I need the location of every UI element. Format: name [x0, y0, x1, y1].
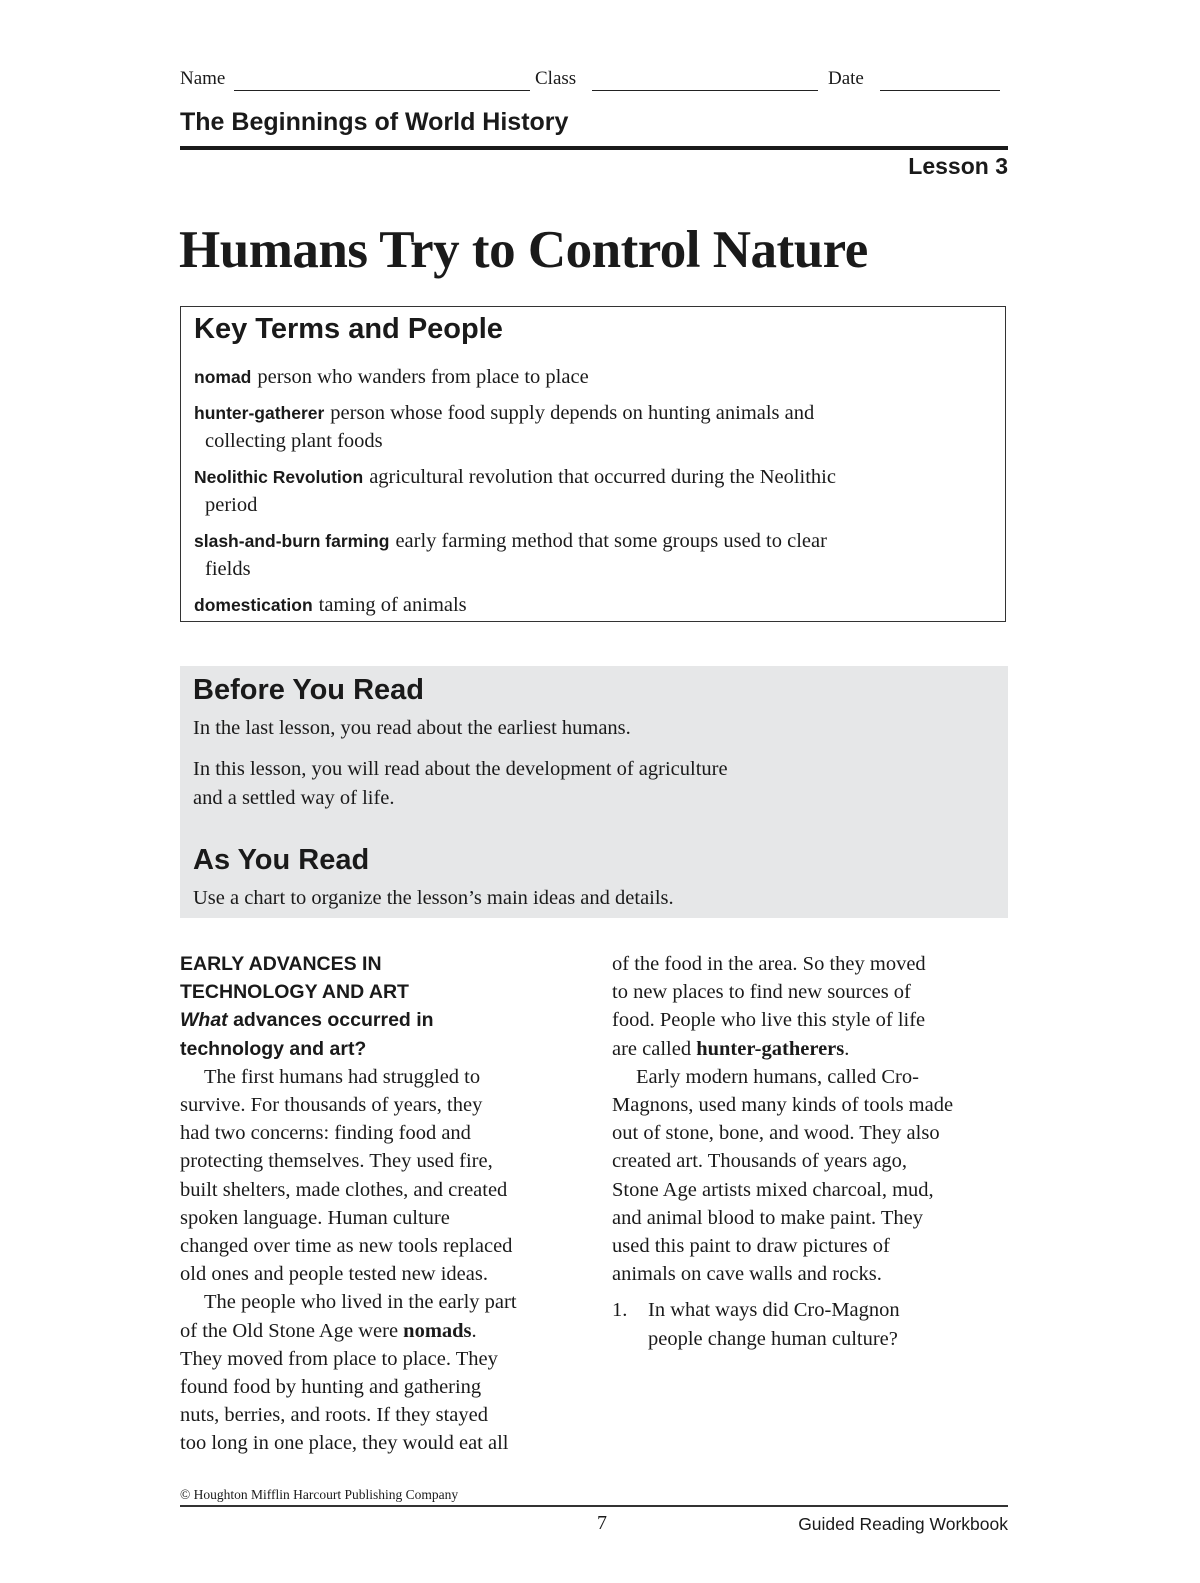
text-line: nuts, berries, and roots. If they stayed — [180, 1404, 488, 1427]
paragraph-2-continued — [612, 950, 1012, 1063]
workbook-title: Guided Reading Workbook — [798, 1514, 1008, 1534]
date-field[interactable] — [880, 90, 1000, 91]
text-line: built shelters, made clothes, and created — [180, 1178, 508, 1201]
text-line: protecting themselves. They used fire, — [180, 1150, 493, 1173]
text-line: spoken language. Human culture — [180, 1206, 450, 1229]
term-definition-continued: period — [205, 494, 258, 516]
text-segment: . — [844, 1037, 850, 1060]
key-term-hunter-gatherers: hunter-gatherers — [696, 1037, 845, 1060]
text-line: had two concerns: finding food and — [180, 1122, 471, 1145]
text-line: The people who lived in the early part — [204, 1291, 517, 1314]
text-line: out of stone, bone, and wood. They also — [612, 1122, 940, 1145]
question-text-line2: technology and art? — [180, 1037, 367, 1060]
text-line: They moved from place to place. They — [180, 1347, 498, 1370]
question-text-line2: people change human culture? — [648, 1327, 898, 1350]
term-entry-slash-and-burn — [194, 527, 984, 583]
key-term-nomads: nomads — [403, 1319, 472, 1342]
text-line: and animal blood to make paint. They — [612, 1206, 924, 1229]
term-definition-continued: collecting plant foods — [205, 430, 383, 452]
term-definition: agricultural revolution that occurred during the Neolithic — [369, 466, 836, 488]
term-word: nomad — [194, 367, 252, 387]
text-line: found food by hunting and gathering — [180, 1376, 482, 1399]
text-line: and a settled way of life. — [193, 787, 395, 809]
term-definition: person whose food supply depends on hunting animals and — [330, 402, 815, 424]
reading-guide-box — [180, 666, 1008, 918]
copyright-notice: © Houghton Mifflin Harcourt Publishing Company — [180, 1487, 459, 1502]
term-word: hunter-gatherer — [194, 403, 325, 423]
term-definition: person who wanders from place to place — [257, 366, 589, 388]
name-label: Name — [180, 68, 226, 89]
class-label: Class — [535, 68, 577, 89]
term-entry-nomad — [194, 363, 984, 391]
before-you-read-heading: Before You Read — [193, 674, 424, 706]
left-column — [180, 950, 580, 1458]
text-line: In this lesson, you will read about the development of agriculture — [193, 758, 728, 780]
text-line: created art. Thousands of years ago, — [612, 1150, 908, 1173]
section-heading-line: EARLY ADVANCES IN — [180, 953, 382, 975]
before-you-read-text: In the last lesson, you read about the earliest humans. — [193, 717, 631, 739]
paragraph-3 — [612, 1063, 1012, 1289]
text-line: Magnons, used many kinds of tools made — [612, 1094, 954, 1117]
page-title: Humans Try to Control Nature — [179, 221, 868, 279]
before-you-read-text-2 — [193, 755, 983, 813]
text-segment: . — [471, 1319, 477, 1342]
paragraph-2 — [180, 1288, 580, 1457]
name-field[interactable] — [234, 90, 530, 91]
question-number: 1. — [612, 1299, 628, 1322]
as-you-read-text: Use a chart to organize the lesson’s main ideas and details. — [193, 887, 674, 909]
text-line — [612, 1035, 1012, 1063]
term-entry-hunter-gatherer — [194, 399, 984, 455]
footer-divider — [180, 1505, 1008, 1507]
text-line — [180, 1317, 580, 1345]
section-heading-line: TECHNOLOGY AND ART — [180, 981, 409, 1004]
section-question — [180, 1006, 580, 1062]
term-word: Neolithic Revolution — [194, 467, 364, 487]
text-line: to new places to find new sources of — [612, 981, 911, 1004]
text-line: food. People who live this style of life — [612, 1009, 926, 1032]
text-line: changed over time as new tools replaced — [180, 1235, 513, 1258]
question-text: In what ways did Cro-Magnon — [648, 1299, 900, 1322]
text-line: animals on cave walls and rocks. — [612, 1263, 882, 1286]
question-emphasis: What — [180, 1009, 228, 1032]
text-line: The first humans had struggled to — [204, 1065, 481, 1088]
date-label: Date — [828, 68, 864, 89]
term-definition-continued: fields — [205, 558, 251, 580]
text-line: survive. For thousands of years, they — [180, 1094, 483, 1117]
question-text: advances occurred in — [227, 1009, 434, 1032]
series-title: The Beginnings of World History — [180, 108, 569, 136]
lesson-label: Lesson 3 — [908, 153, 1008, 179]
term-entry-domestication — [194, 591, 984, 619]
text-segment: of the Old Stone Age were — [180, 1319, 404, 1342]
text-line: Stone Age artists mixed charcoal, mud, — [612, 1178, 934, 1201]
text-line: of the food in the area. So they moved — [612, 953, 926, 975]
text-line: old ones and people tested new ideas. — [180, 1263, 488, 1286]
title-divider — [180, 146, 1008, 150]
paragraph-1 — [180, 1063, 580, 1289]
key-terms-heading: Key Terms and People — [194, 313, 503, 345]
text-line: used this paint to draw pictures of — [612, 1235, 890, 1258]
student-info-fields — [180, 64, 1008, 94]
text-segment: are called — [612, 1037, 697, 1060]
class-field[interactable] — [592, 90, 818, 91]
page-number: 7 — [597, 1512, 607, 1534]
text-line: too long in one place, they would eat all — [180, 1432, 509, 1455]
term-definition: early farming method that some groups used to clear — [395, 530, 827, 552]
section-heading — [180, 950, 580, 1006]
term-word: domestication — [194, 595, 313, 615]
term-word: slash-and-burn farming — [194, 531, 390, 551]
key-terms-box — [180, 306, 1006, 622]
right-column — [612, 950, 1012, 1353]
as-you-read-heading: As You Read — [193, 844, 370, 876]
text-line: Early modern humans, called Cro- — [636, 1065, 919, 1088]
review-question-1 — [612, 1296, 1012, 1352]
term-entry-neolithic-revolution — [194, 463, 984, 519]
term-definition: taming of animals — [318, 594, 467, 616]
